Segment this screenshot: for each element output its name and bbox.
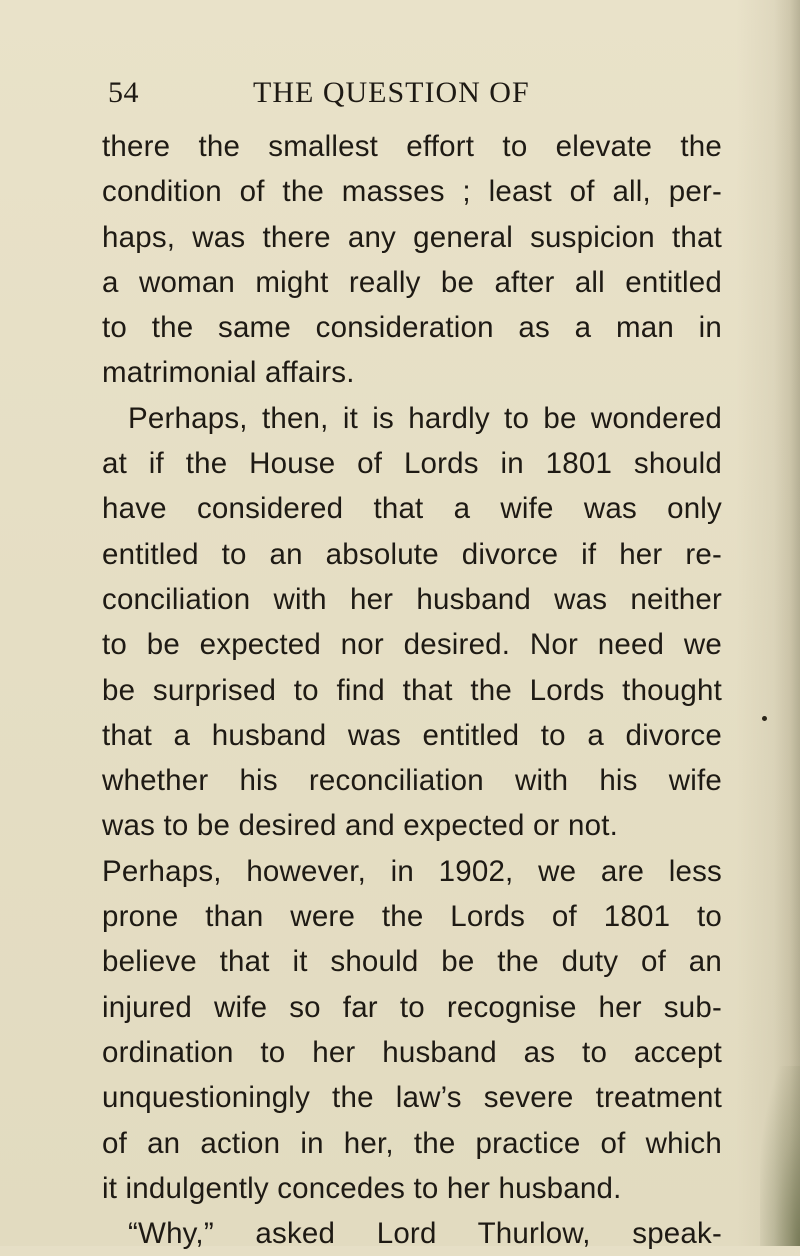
text-line: was to be desired and expected or not.: [102, 809, 618, 843]
corner-stain: [760, 1066, 800, 1246]
text-line: conciliation with her husband was neither: [102, 582, 722, 616]
text-line: “Why,” asked Lord Thurlow, speak-: [128, 1217, 722, 1251]
text-line: injured wife so far to recognise her sub-: [102, 990, 722, 1024]
body-text: [102, 124, 722, 1256]
text-line: unquestioningly the law’s severe treatment: [102, 1081, 722, 1115]
text-line: whether his reconciliation with his wife: [102, 764, 722, 798]
text-line: entitled to an absolute divorce if her re-: [102, 537, 722, 571]
running-head: [108, 76, 708, 116]
page-number: 54: [108, 76, 139, 109]
running-title: THE QUESTION OF: [253, 76, 530, 109]
text-line: prone than were the Lords of 1801 to: [102, 900, 722, 934]
text-line: that a husband was entitled to a divorce: [102, 718, 722, 752]
text-line: condition of the masses ; least of all, per-: [102, 175, 722, 209]
text-line: Perhaps, however, in 1902, we are less: [102, 854, 722, 888]
text-line: a woman might really be after all entitled: [102, 265, 722, 299]
text-line: Perhaps, then, it is hardly to be wondered: [128, 401, 722, 435]
text-line: ordination to her husband as to accept: [102, 1035, 722, 1069]
text-line: to the same consideration as a man in: [102, 311, 722, 345]
ink-speck: [762, 716, 767, 721]
text-line: of an action in her, the practice of which: [102, 1126, 722, 1160]
text-line: haps, was there any general suspicion that: [102, 220, 722, 254]
page-edge-shadow: [774, 0, 800, 1246]
text-line: at if the House of Lords in 1801 should: [102, 447, 722, 481]
text-line: it indulgently concedes to her husband.: [102, 1171, 622, 1205]
text-line: to be expected nor desired. Nor need we: [102, 628, 722, 662]
text-line: believe that it should be the duty of an: [102, 945, 722, 979]
text-line: be surprised to find that the Lords thought: [102, 673, 722, 707]
text-line: have considered that a wife was only: [102, 492, 722, 526]
text-line: there the smallest effort to elevate the: [102, 130, 722, 163]
text-line: matrimonial affairs.: [102, 356, 355, 390]
